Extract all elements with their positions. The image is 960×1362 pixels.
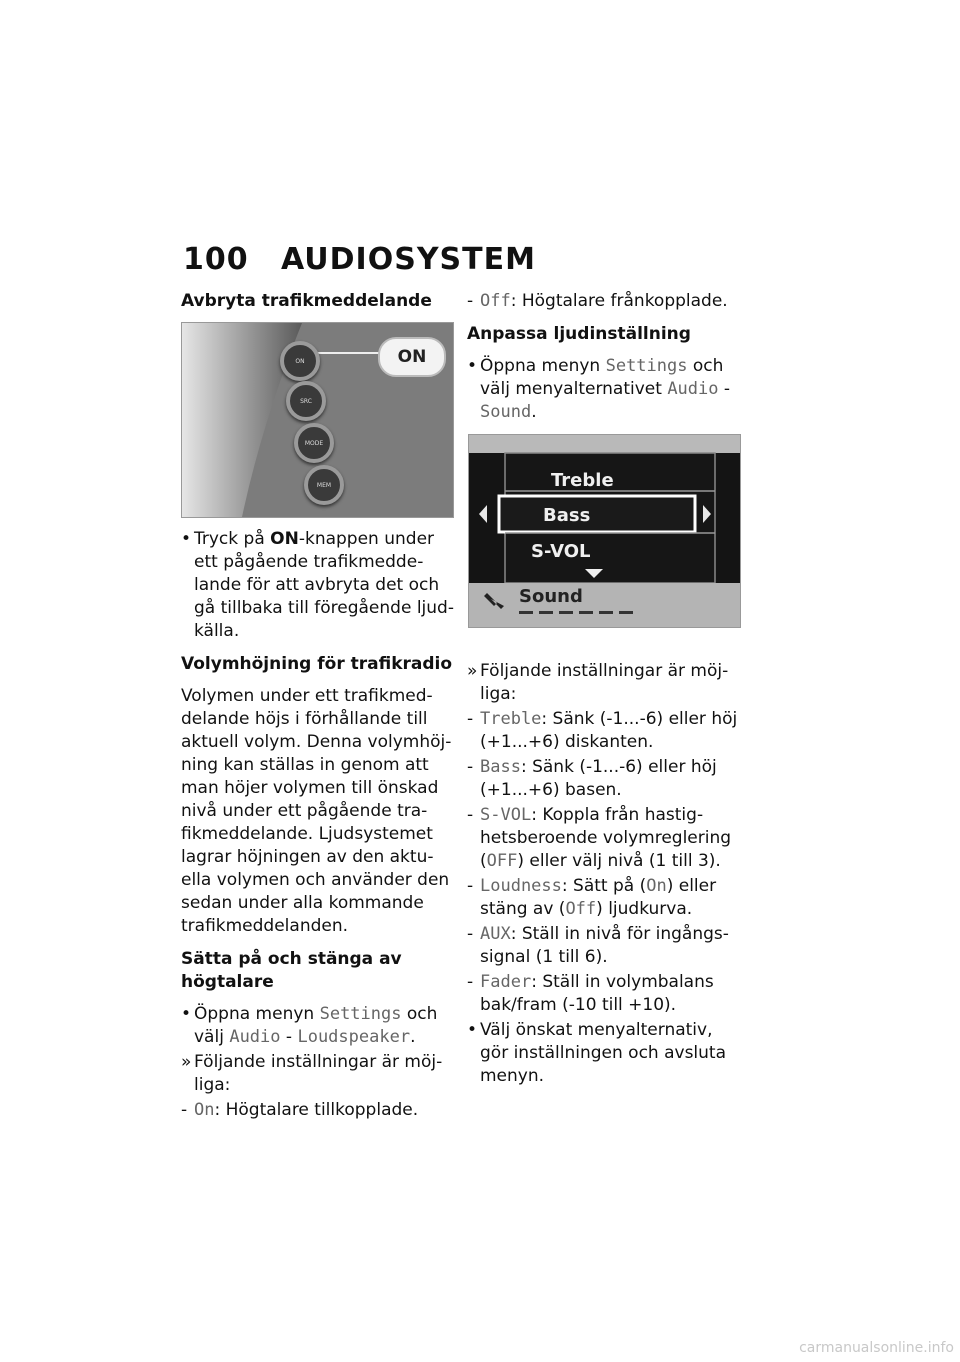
result-item: » Följande inställningar är möjliga:: [467, 661, 729, 704]
paragraph: Volymen under ett trafikmeddelande höjs i förhållande till aktuell volym. Denna volymhöjning kan ställas in genom att man höjer volymen till önskad nivå under ett pågående trafikmeddelande. Ljudsystemet lagrar höjningen av den aktuella volymen och använder den sedan under alla kommande trafikmeddelanden.: [181, 686, 452, 936]
on-callout-badge: ON: [378, 337, 446, 377]
section-heading: Avbryta trafikmeddelande: [181, 291, 432, 311]
section-heading: Sätta på och stänga av högtalare: [181, 949, 402, 992]
left-column: [181, 290, 456, 1124]
option-item: - Treble: Sänk (-1...-6) eller höj (+1...+6) diskanten.: [467, 709, 738, 752]
right-column: [467, 290, 742, 1090]
on-button-figure: [181, 322, 454, 518]
result-item: » Följande inställningar är möjliga:: [181, 1052, 443, 1095]
list-item: • Välj önskat menyalternativ, gör inställningen och avsluta menyn.: [467, 1020, 727, 1086]
sound-menu-screen: [468, 434, 741, 628]
option-item: - On: Högtalare tillkopplade.: [181, 1100, 419, 1120]
list-item: • Öppna menyn Settings och välj Audio - Loudspeaker.: [181, 1004, 438, 1047]
on-button: ON: [280, 341, 320, 381]
section-heading: Anpassa ljudinställning: [467, 324, 691, 344]
chapter-title: AUDIOSYSTEM: [281, 242, 536, 277]
menu-item-treble: Treble: [551, 470, 614, 491]
src-button: SRC: [286, 381, 326, 421]
list-item: • Tryck på ON-knappen under ett pågående trafikmeddelande för att avbryta det och gå tillbaka till föregående ljudkälla.: [181, 529, 454, 641]
menu-item-bass: Bass: [543, 505, 591, 526]
list-item: • Öppna menyn Settings och välj menyalternativet Audio - Sound.: [467, 356, 731, 422]
mode-button: MODE: [294, 423, 334, 463]
mem-button: MEM: [304, 465, 344, 505]
option-item: - Loudness: Sätt på (On) eller stäng av (Off) ljudkurva.: [467, 876, 717, 919]
page-number: 100: [183, 242, 249, 277]
screen-graphic: [469, 435, 740, 627]
option-item: - S-VOL: Koppla från hastighetsberoende volymreglering (OFF) eller välj nivå (1 till 3).: [467, 805, 732, 871]
option-item: - Bass: Sänk (-1...-6) eller höj (+1...+6) basen.: [467, 757, 717, 800]
section-heading: Volymhöjning för trafikradio: [181, 654, 453, 674]
option-item: - Off: Högtalare frånkopplade.: [467, 291, 728, 311]
page-header: [183, 242, 536, 277]
option-item: - AUX: Ställ in nivå för ingångssignal (1 till 6).: [467, 924, 729, 967]
option-item: - Fader: Ställ in volymbalans bak/fram (-10 till +10).: [467, 972, 714, 1015]
watermark-link[interactable]: carmanualsonline.info: [799, 1340, 954, 1356]
menu-item-s-vol: S-VOL: [531, 541, 591, 562]
screen-footer-label: Sound: [519, 586, 583, 607]
